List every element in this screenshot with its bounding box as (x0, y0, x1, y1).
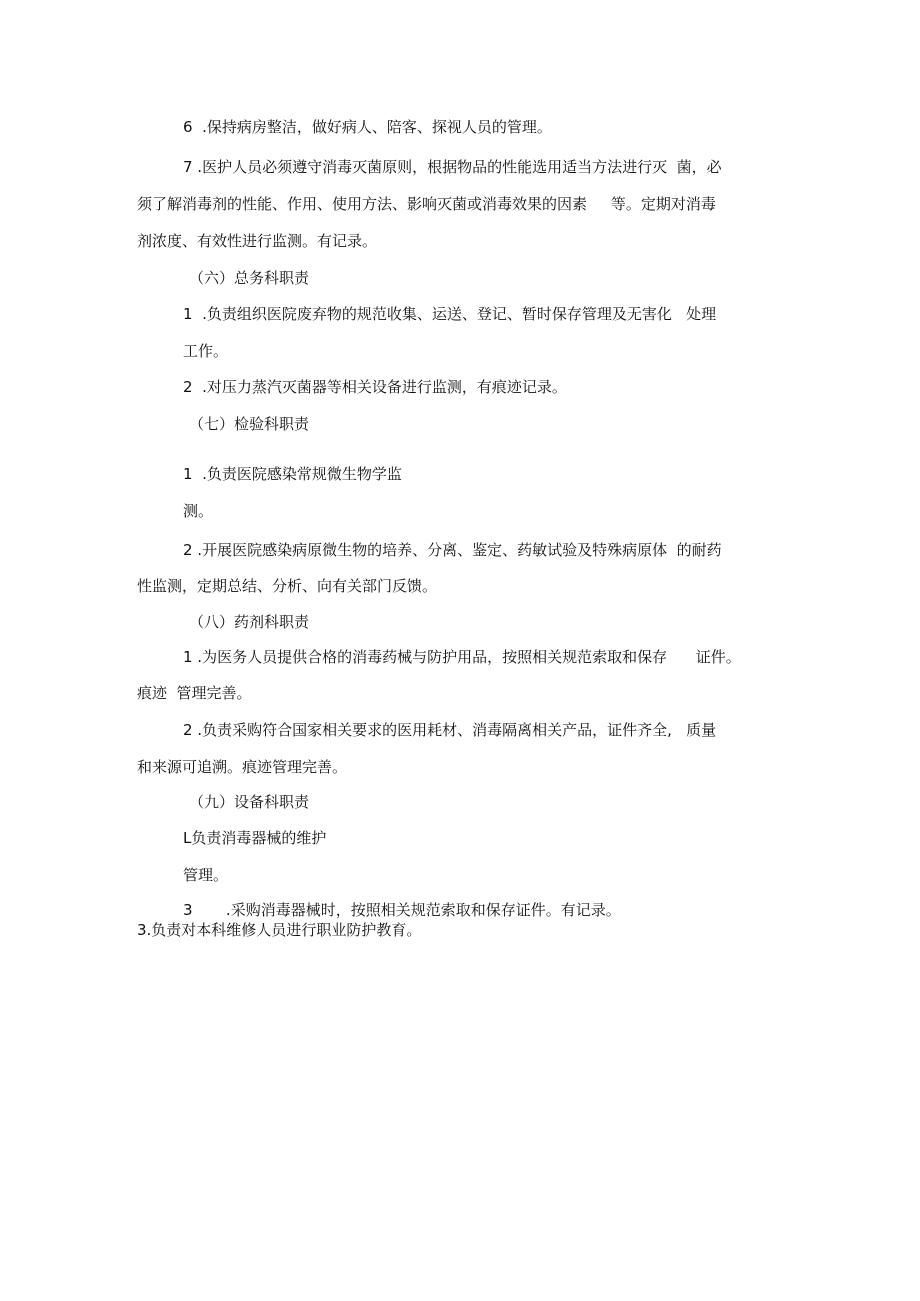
item6-line-1: 6 .保持病房整洁，做好病人、陪客、探视人员的管理。 (183, 118, 552, 136)
section9-item1-line-2: 管理。 (183, 866, 229, 884)
section9-item3-purchase: 3 .采购消毒器械时，按照相关规范索取和保存证件。有记录。 (183, 901, 621, 919)
section6-item1-line-2: 工作。 (183, 342, 229, 360)
section7-item2-line-1: 2 .开展医院感染病原微生物的培养、分离、鉴定、药敏试验及特殊病原体 的耐药 (183, 541, 722, 559)
section7-heading: （七）检验科职责 (189, 415, 310, 433)
section6-item1-line-1: 1 .负责组织医院废弃物的规范收集、运送、登记、暂时保存管理及无害化 处理 (183, 305, 717, 323)
section9-item3-training: 3.负责对本科维修人员进行职业防护教育。 (137, 921, 422, 939)
section9-item1-line-1: L负责消毒器械的维护 (183, 829, 327, 847)
section7-item1-line-2: 测。 (183, 502, 214, 520)
section8-item1-line-2: 痕迹 管理完善。 (137, 684, 252, 702)
item7-line-2: 须了解消毒剂的性能、作用、使用方法、影响灭菌或消毒效果的因素 等。定期对消毒 (137, 195, 716, 213)
section8-item2-line-2: 和来源可追溯。痕迹管理完善。 (137, 758, 348, 776)
section8-heading: （八）药剂科职责 (189, 613, 310, 631)
section8-item1-line-1: 1 .为医务人员提供合格的消毒药械与防护用品，按照相关规范索取和保存 证件。 (183, 648, 741, 666)
section6-heading: （六）总务科职责 (189, 269, 310, 287)
item7-line-3: 剂浓度、有效性进行监测。有记录。 (137, 232, 378, 250)
section9-heading: （九）设备科职责 (189, 793, 310, 811)
section6-item2: 2 .对压力蒸汽灭菌器等相关设备进行监测，有痕迹记录。 (183, 378, 567, 396)
section8-item2-line-1: 2 .负责采购符合国家相关要求的医用耗材、消毒隔离相关产品，证件齐全, 质量 (183, 721, 717, 739)
section7-item1-line-1: 1 .负责医院感染常规微生物学监 (183, 465, 402, 483)
item7-line-1: 7 .医护人员必须遵守消毒灭菌原则，根据物品的性能选用适当方法进行灭 菌，必 (183, 158, 722, 176)
section7-item2-line-2: 性监测，定期总结、分析、向有关部门反馈。 (137, 577, 438, 595)
